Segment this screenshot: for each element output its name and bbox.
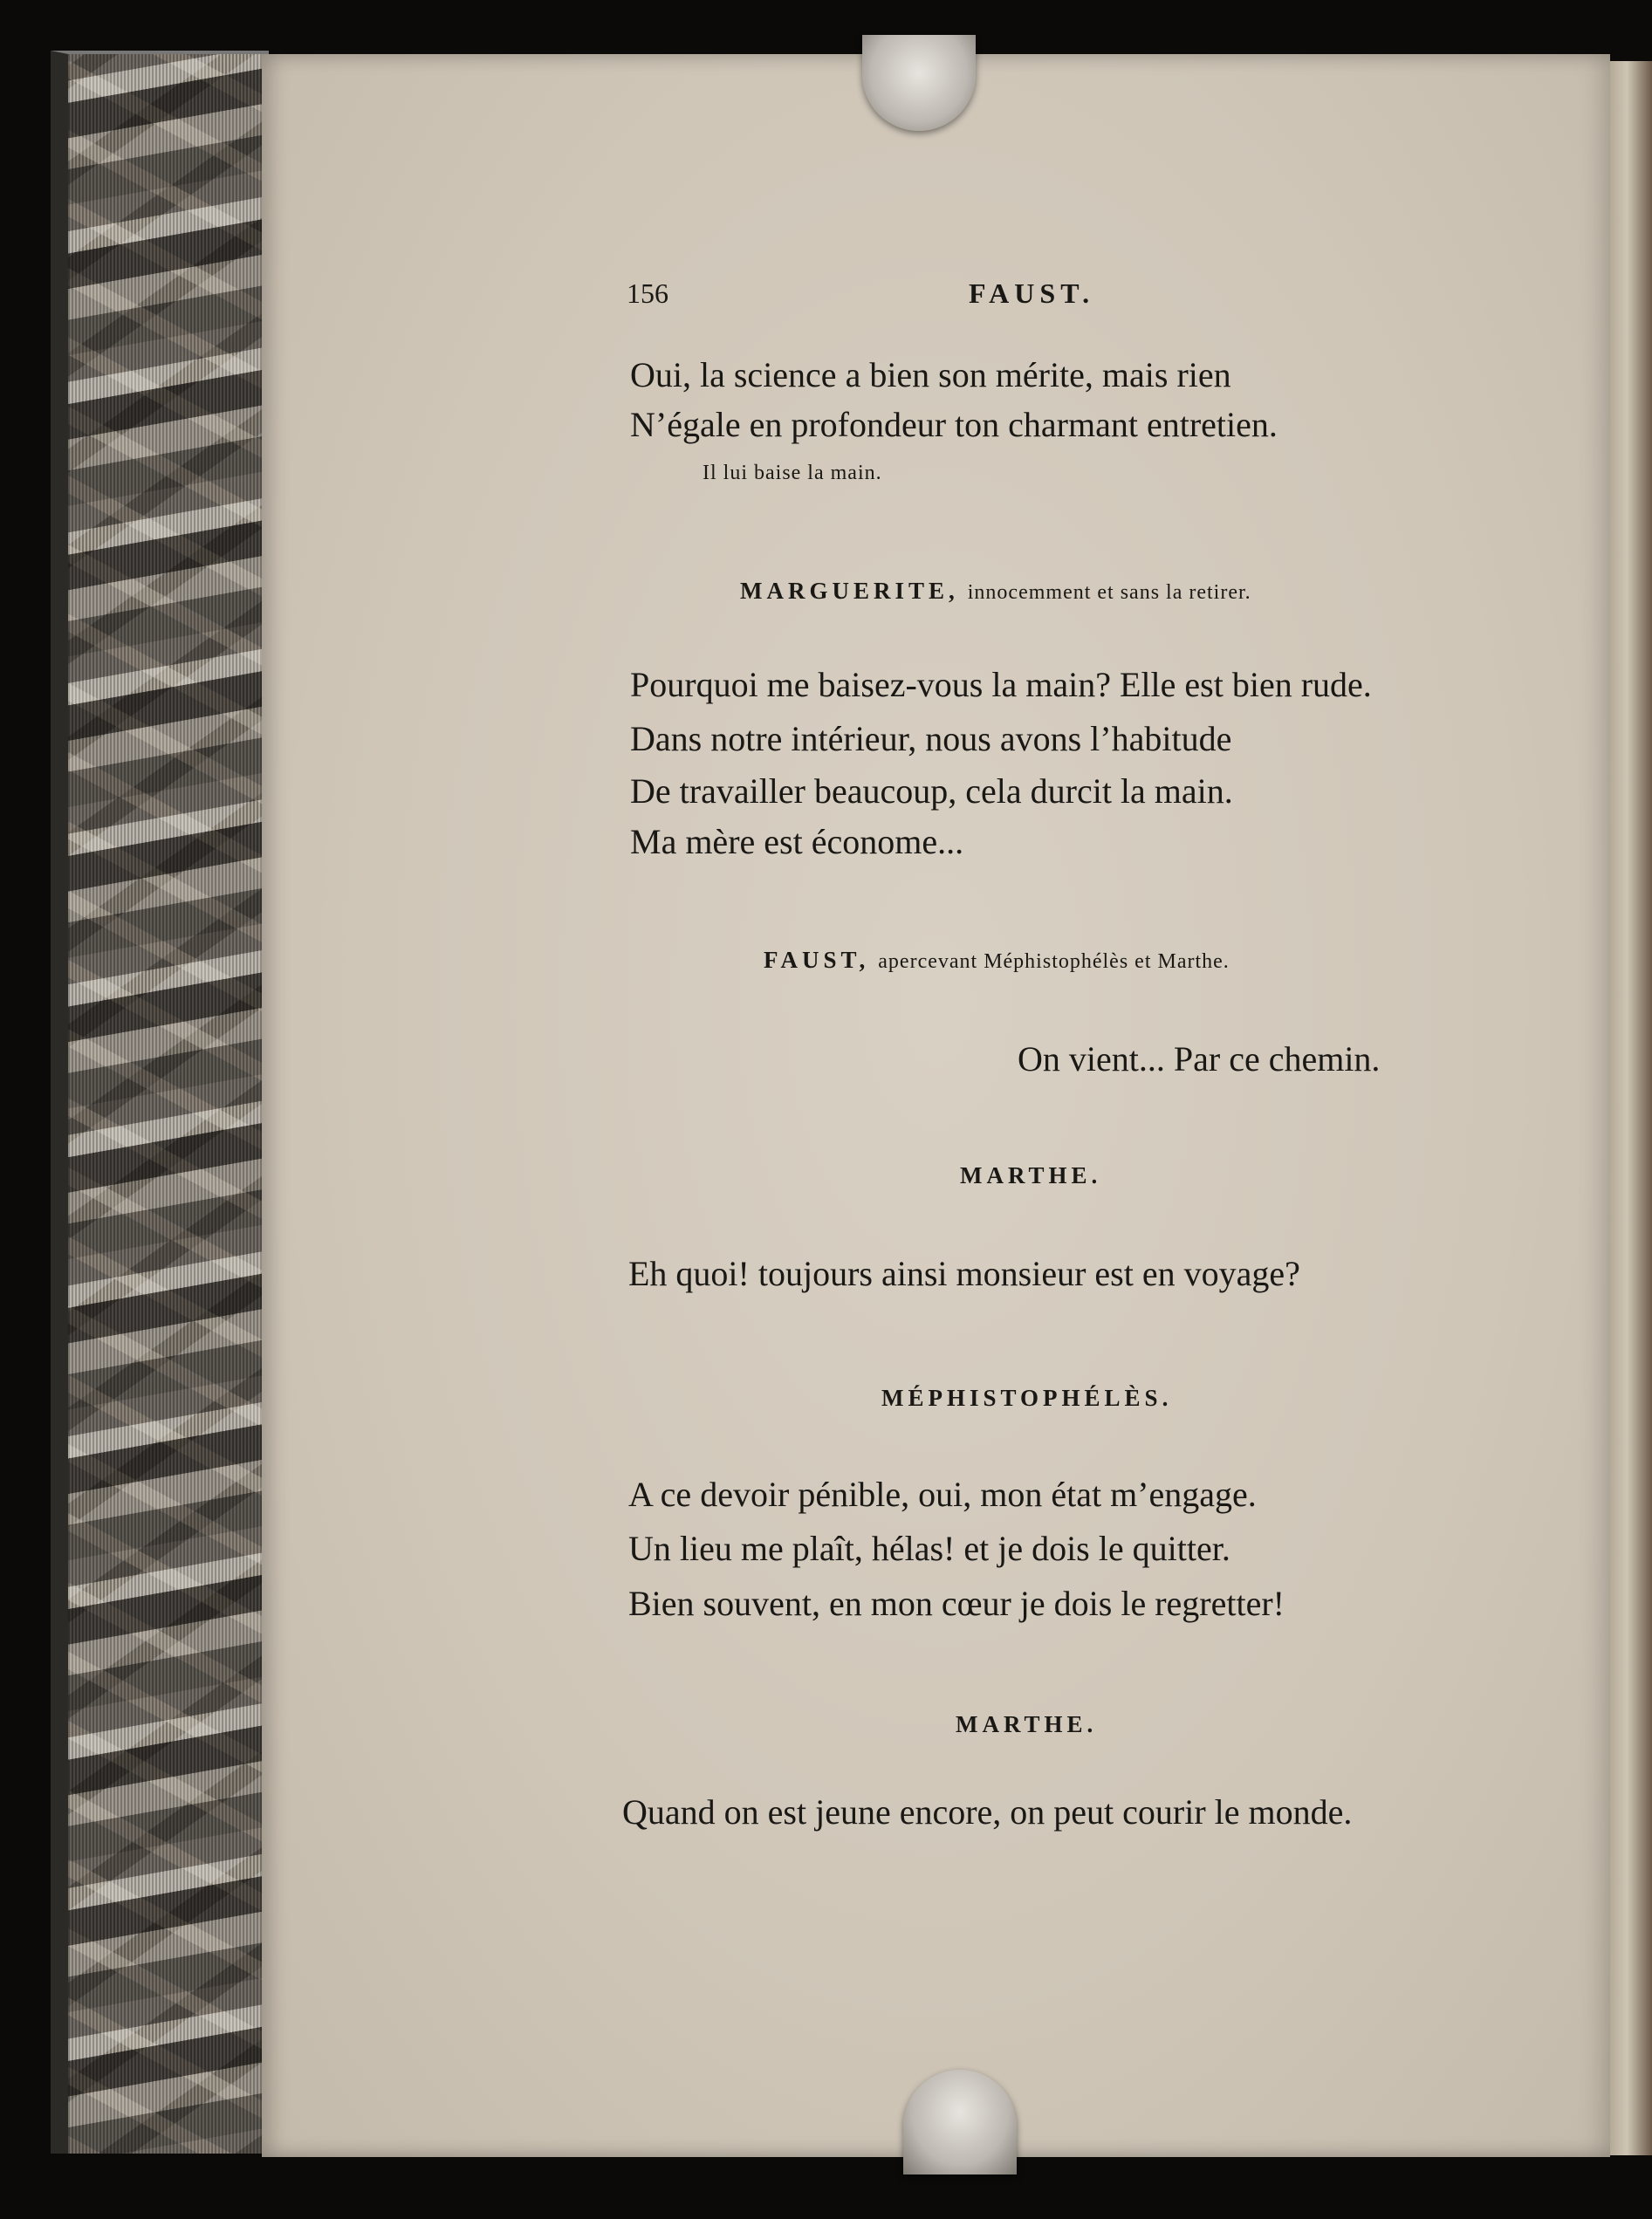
verse-line: Pourquoi me baisez-vous la main? Elle est bien rude.	[630, 665, 1372, 704]
verse-line: Eh quoi! toujours ainsi monsieur est en voyage?	[628, 1254, 1300, 1293]
facing-page-edge	[1610, 61, 1652, 2155]
speaker-heading	[764, 947, 1230, 974]
speaker-name: FAUST,	[764, 947, 870, 973]
page-clip-bottom	[903, 2070, 1017, 2174]
speaker-name: MARTHE.	[956, 1711, 1098, 1737]
verse-line: Ma mère est économe...	[630, 822, 964, 861]
verse-line: A ce devoir pénible, oui, mon état m’engage.	[628, 1475, 1257, 1514]
verse-line: Bien souvent, en mon cœur je dois le regretter!	[628, 1584, 1285, 1623]
running-title: FAUST.	[969, 277, 1095, 309]
verse-line: N’égale en profondeur ton charmant entretien.	[630, 405, 1278, 444]
speaker-heading	[740, 578, 1251, 605]
speaker-name: MARTHE.	[960, 1162, 1102, 1188]
speaker-name: MÉPHISTOPHÉLÈS.	[881, 1385, 1173, 1411]
book-page-edges	[51, 51, 269, 2154]
stage-direction: Il lui baise la main.	[703, 462, 882, 484]
verse-line: Quand on est jeune encore, on peut courir le monde.	[622, 1792, 1353, 1832]
speaker-direction: innocemment et sans la retirer.	[967, 581, 1251, 604]
verse-line: On vient... Par ce chemin.	[1018, 1039, 1381, 1079]
speaker-name: MARGUERITE,	[740, 578, 959, 604]
page-number: 156	[627, 277, 668, 309]
verse-line: De travailler beaucoup, cela durcit la main.	[630, 771, 1233, 811]
verse-line: Dans notre intérieur, nous avons l’habitude	[630, 719, 1232, 758]
verse-line: Un lieu me plaît, hélas! et je dois le quitter.	[628, 1529, 1230, 1568]
verse-line: Oui, la science a bien son mérite, mais rien	[630, 355, 1231, 394]
speaker-direction: apercevant Méphistophélès et Marthe.	[878, 950, 1230, 973]
